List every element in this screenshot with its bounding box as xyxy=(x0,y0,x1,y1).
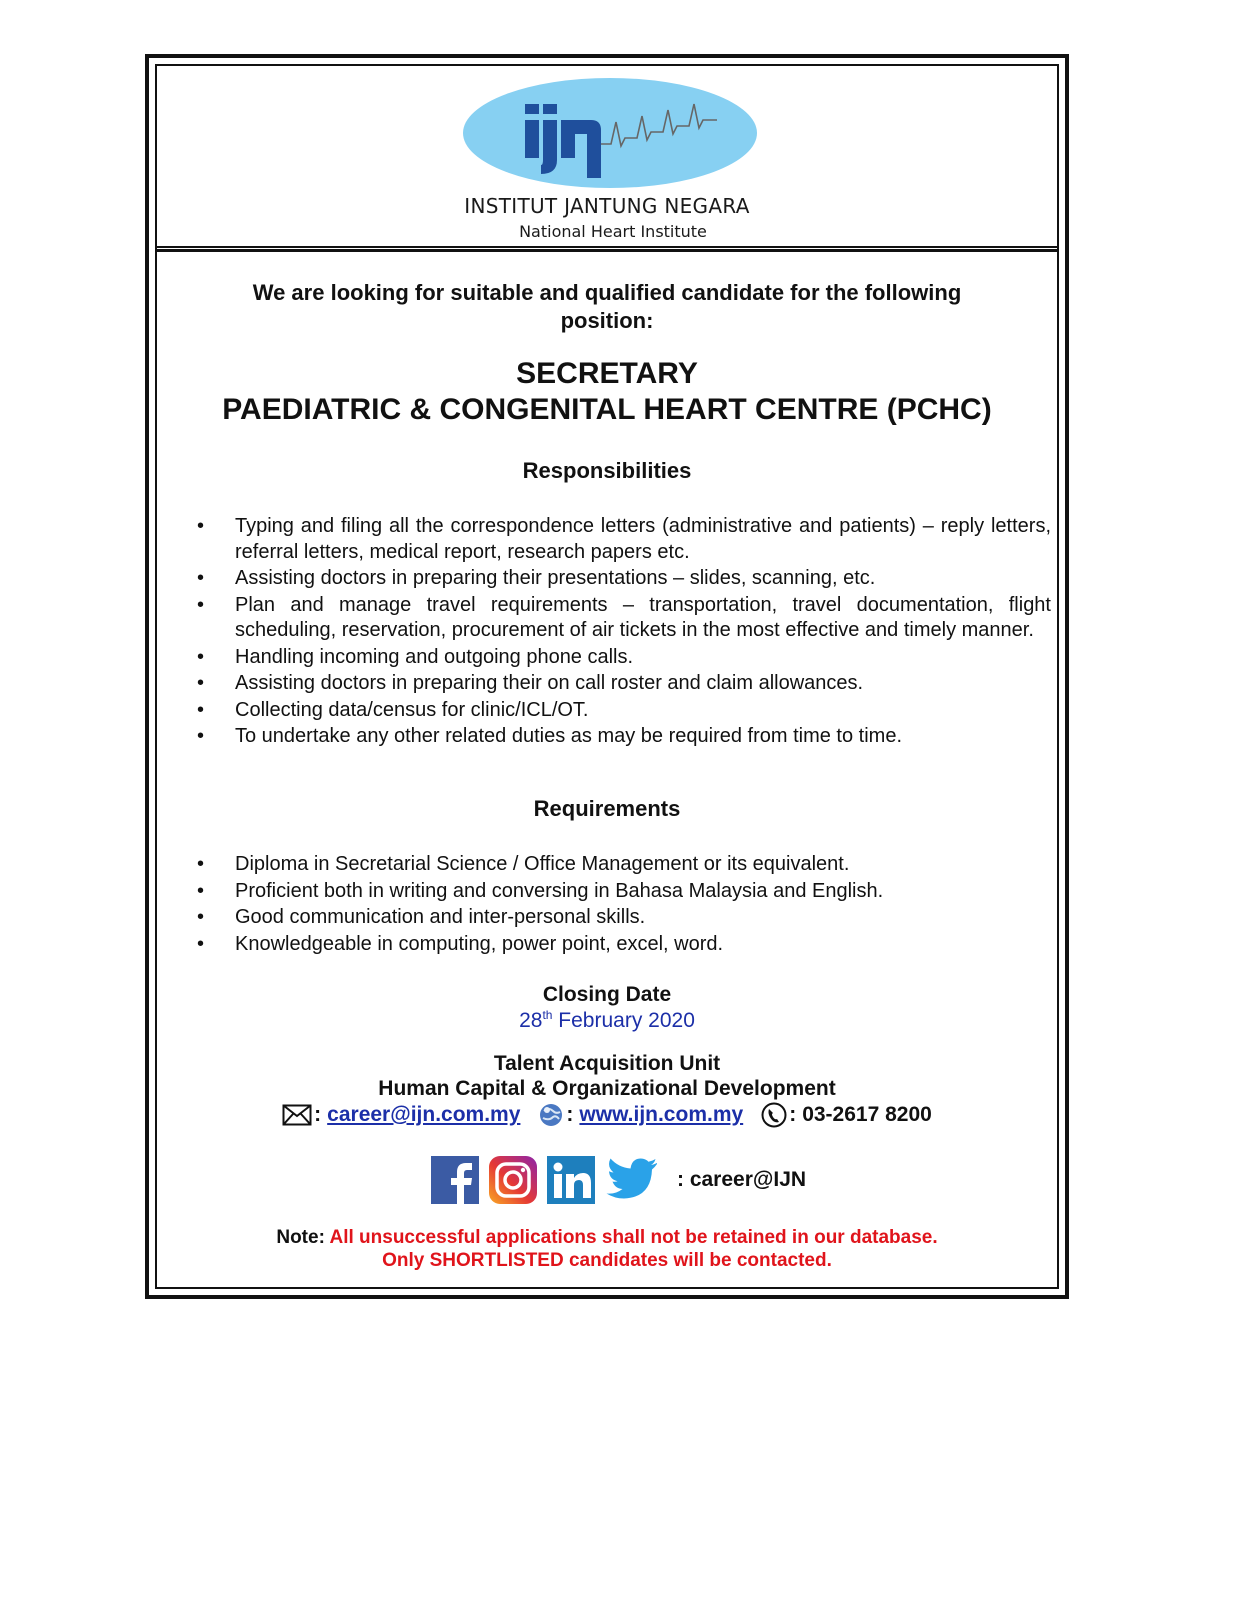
phone-separator: : xyxy=(789,1103,797,1126)
note-line1 xyxy=(157,1226,1057,1249)
org-name: INSTITUT JANTUNG NEGARA xyxy=(464,194,750,218)
envelope-icon xyxy=(282,1104,312,1126)
social-row xyxy=(431,1156,806,1204)
note-label: Note: xyxy=(276,1227,330,1248)
department-name: Human Capital & Organizational Development xyxy=(378,1077,836,1100)
list-item: • Assisting doctors in preparing their on call roster and claim allowances. xyxy=(197,671,1051,697)
contact-row xyxy=(157,1102,1057,1128)
closing-day-suffix: th xyxy=(542,1008,553,1022)
list-item: • Typing and filing all the correspondence letters (administrative and patients) – reply letters, referral letters, medical report, research papers etc. xyxy=(197,514,1051,565)
closing-date-heading: Closing Date xyxy=(542,983,672,1006)
list-item: • Proficient both in writing and conversing in Bahasa Malaysia and English. xyxy=(197,879,1051,905)
twitter-icon[interactable] xyxy=(605,1156,659,1204)
list-item: • Handling incoming and outgoing phone calls. xyxy=(197,645,1051,671)
email-link[interactable]: career@ijn.com.my xyxy=(327,1103,521,1126)
job-title-line1: SECRETARY xyxy=(516,357,698,390)
job-title-line2: PAEDIATRIC & CONGENITAL HEART CENTRE (PCHC) xyxy=(222,393,992,426)
responsibilities-heading: Responsibilities xyxy=(522,458,692,483)
globe-icon xyxy=(538,1102,564,1128)
responsibilities-list xyxy=(197,514,1051,751)
header-divider xyxy=(157,246,1057,252)
phone-number: 03-2617 8200 xyxy=(802,1103,932,1126)
list-item: • Assisting doctors in preparing their presentations – slides, scanning, etc. xyxy=(197,566,1051,592)
note-text-2: Only SHORTLISTED candidates will be contacted. xyxy=(382,1250,832,1271)
list-item: • To undertake any other related duties as may be required from time to time. xyxy=(197,724,1051,750)
unit-name: Talent Acquisition Unit xyxy=(493,1052,721,1075)
requirements-list xyxy=(197,852,1051,958)
list-item: • Plan and manage travel requirements – transportation, travel documentation, flight scheduling, reservation, procurement of air tickets in the most effective and timely manner. xyxy=(197,593,1051,644)
ijn-logo xyxy=(463,78,757,188)
social-handle: : career@IJN xyxy=(677,1168,807,1191)
logo-oval xyxy=(463,78,757,188)
org-subtitle: National Heart Institute xyxy=(519,222,707,241)
list-item: • Good communication and inter-personal skills. xyxy=(197,905,1051,931)
intro-text: We are looking for suitable and qualified candidate for the following position: xyxy=(252,280,962,333)
email-separator: : xyxy=(314,1103,322,1126)
phone-contact xyxy=(761,1102,932,1128)
note-text-1: All unsuccessful applications shall not be retained in our database. xyxy=(329,1227,938,1248)
poster-frame xyxy=(145,54,1069,1299)
closing-month-year: February 2020 xyxy=(552,1009,695,1032)
website-contact xyxy=(538,1102,743,1128)
facebook-icon[interactable] xyxy=(431,1156,479,1204)
website-separator: : xyxy=(566,1103,574,1126)
list-item: • Knowledgeable in computing, power point, excel, word. xyxy=(197,932,1051,958)
list-item: • Diploma in Secretarial Science / Office Management or its equivalent. xyxy=(197,852,1051,878)
list-item: • Collecting data/census for clinic/ICL/OT. xyxy=(197,698,1051,724)
linkedin-icon[interactable] xyxy=(547,1156,595,1204)
phone-icon xyxy=(761,1102,787,1128)
poster-inner-frame xyxy=(155,64,1059,1289)
instagram-icon[interactable] xyxy=(489,1156,537,1204)
requirements-heading: Requirements xyxy=(533,796,681,821)
note xyxy=(157,1226,1057,1272)
closing-date xyxy=(157,1008,1057,1033)
job-title xyxy=(157,356,1057,428)
closing-day: 28 xyxy=(519,1009,543,1032)
website-link[interactable]: www.ijn.com.my xyxy=(579,1103,744,1126)
email-contact xyxy=(282,1103,520,1127)
